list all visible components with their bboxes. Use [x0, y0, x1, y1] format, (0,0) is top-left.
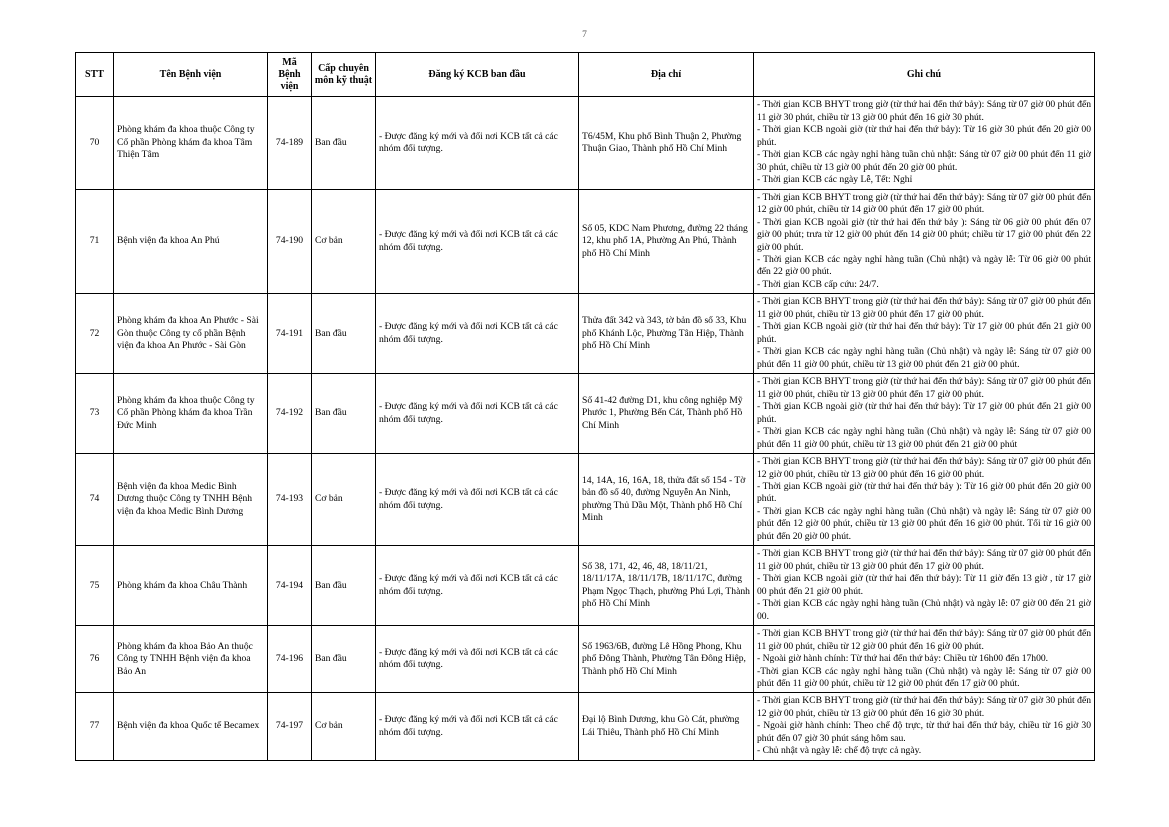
column-header-hospital-code: Mã Bệnh viện — [268, 53, 312, 97]
cell-address: T6/45M, Khu phố Bình Thuận 2, Phường Thuận Giao, Thành phố Hồ Chí Minh — [579, 97, 754, 189]
note-line: - Thời gian KCB BHYT trong giờ (từ thứ hai đến thứ bảy): Sáng từ 07 giờ 00 phút đến 11 giờ 00 phút, chiều từ 13 giờ 00 phút đến 17 giờ 00 phút. — [757, 296, 1091, 320]
note-line: - Thời gian KCB ngoài giờ (từ thứ hai đến thứ bảy ): Từ 16 giờ 00 phút đến 20 giờ 00 phút. — [757, 480, 1091, 505]
cell-stt: 72 — [76, 294, 114, 374]
medical-facility-registration-table — [75, 52, 1095, 761]
table-body — [76, 97, 1095, 760]
table-row — [76, 374, 1095, 454]
note-line: - Thời gian KCB ngoài giờ (từ thứ hai đến thứ bảy ): Sáng từ 06 giờ 00 phút đến 07 giờ 00 phút; trưa từ 12 giờ 00 phút đến 14 giờ 00 phút; chiều từ 17 giờ 00 phút đến 22 giờ 00 phút. — [757, 216, 1091, 253]
cell-hospital-code: 74-197 — [268, 693, 312, 760]
cell-stt: 71 — [76, 189, 114, 294]
cell-hospital-code: 74-192 — [268, 374, 312, 454]
note-line: - Thời gian KCB ngoài giờ (từ thứ hai đến thứ bảy): Từ 16 giờ 30 phút đến 20 giờ 00 phút. — [757, 124, 1091, 148]
table-row — [76, 546, 1095, 626]
cell-note — [754, 626, 1095, 693]
note-line: - Thời gian KCB BHYT trong giờ (từ thứ hai đến thứ bảy): Sáng từ 07 giờ 00 phút đến 11 giờ 00 phút, chiều từ 12 giờ 00 phút đến 16 giờ 00 phút. — [757, 628, 1091, 652]
table-row — [76, 693, 1095, 760]
cell-note — [754, 693, 1095, 760]
cell-registration: - Được đăng ký mới và đổi nơi KCB tất cả các nhóm đối tượng. — [376, 374, 579, 454]
cell-hospital-name: Bệnh viện đa khoa Quốc tế Becamex — [114, 693, 268, 760]
note-line: - Thời gian KCB ngoài giờ (từ thứ hai đến thứ bảy): Từ 11 giờ đến 13 giờ , từ 17 giờ 00 phút đến 21 giờ 00 phút. — [757, 573, 1091, 597]
cell-hospital-code: 74-194 — [268, 546, 312, 626]
cell-address: Số 41-42 đường D1, khu công nghiệp Mỹ Phước 1, Phường Bến Cát, Thành phố Hồ Chí Minh — [579, 374, 754, 454]
cell-registration: - Được đăng ký mới và đổi nơi KCB tất cả các nhóm đối tượng. — [376, 546, 579, 626]
cell-hospital-name: Phòng khám đa khoa Châu Thành — [114, 546, 268, 626]
note-line: - Thời gian KCB ngoài giờ (từ thứ hai đến thứ bảy): Từ 17 giờ 00 phút đến 21 giờ 00 phút. — [757, 401, 1091, 425]
cell-note — [754, 546, 1095, 626]
note-line: - Thời gian KCB các ngày Lễ, Tết: Nghỉ — [757, 174, 913, 186]
cell-hospital-name: Phòng khám đa khoa An Phước - Sài Gòn thuộc Công ty cổ phần Bệnh viện đa khoa An Phước - Sài Gòn — [114, 294, 268, 374]
cell-note — [754, 374, 1095, 454]
cell-hospital-name: Bệnh viện đa khoa An Phú — [114, 189, 268, 294]
note-line: - Thời gian KCB các ngày nghỉ hàng tuần chủ nhật: Sáng từ 07 giờ 00 phút đến 11 giờ 30 phút, chiều từ 13 giờ 00 phút đến 20 giờ 00 phút. — [757, 149, 1091, 173]
note-line: - Thời gian KCB các ngày nghỉ hàng tuần (Chủ nhật) và ngày lễ: 07 giờ 00 đến 21 giờ 00. — [757, 598, 1091, 622]
page-number: 7 — [582, 30, 587, 40]
cell-hospital-code: 74-193 — [268, 454, 312, 546]
cell-address: Số 38, 171, 42, 46, 48, 18/11/21, 18/11/17A, 18/11/17B, 18/11/17C, đường Phạm Ngọc Thạch, phường Phú Lợi, Thành phố Hồ Chí Minh — [579, 546, 754, 626]
cell-hospital-name: Phòng khám đa khoa thuộc Công ty Cổ phần Phòng khám đa khoa Tâm Thiện Tâm — [114, 97, 268, 189]
note-line: - Thời gian KCB BHYT trong giờ (từ thứ hai đến thứ bảy): Sáng từ 07 giờ 00 phút đến 11 giờ 00 phút, chiều từ 13 giờ 00 phút đến 17 giờ 00 phút. — [757, 548, 1091, 572]
registration-table-container — [75, 52, 1094, 761]
column-header-hospital-name: Tên Bệnh viện — [114, 53, 268, 97]
column-header-initial-registration: Đăng ký KCB ban đầu — [376, 53, 579, 97]
cell-registration: - Được đăng ký mới và đổi nơi KCB tất cả các nhóm đối tượng. — [376, 454, 579, 546]
column-header-address: Địa chỉ — [579, 53, 754, 97]
cell-note — [754, 294, 1095, 374]
cell-stt: 75 — [76, 546, 114, 626]
note-line: - Thời gian KCB các ngày nghỉ hàng tuần (Chủ nhật) và ngày lễ: Sáng từ 07 giờ 00 phút đến 11 giờ 00 phút, chiều từ 13 giờ 00 phút đến 21 giờ 00 phút. — [757, 346, 1091, 370]
note-line: - Thời gian KCB BHYT trong giờ (từ thứ hai đến thứ bảy): Sáng từ 07 giờ 00 phút đến 11 giờ 30 phút, chiều từ 13 giờ 00 phút đến 16 giờ 30 phút. — [757, 99, 1091, 123]
note-line: - Thời gian KCB ngoài giờ (từ thứ hai đến thứ bảy): Từ 17 giờ 00 phút đến 21 giờ 00 phút. — [757, 321, 1091, 345]
column-header-technical-level: Cấp chuyên môn kỹ thuật — [312, 53, 376, 97]
cell-technical-level: Ban đầu — [312, 374, 376, 454]
cell-address: Thửa đất 342 và 343, tờ bản đồ số 33, Khu phố Khánh Lộc, Phường Tân Hiệp, Thành phố Hồ Chí Minh — [579, 294, 754, 374]
table-row — [76, 189, 1095, 294]
table-row — [76, 626, 1095, 693]
cell-registration: - Được đăng ký mới và đổi nơi KCB tất cả các nhóm đối tượng. — [376, 294, 579, 374]
cell-note — [754, 454, 1095, 546]
column-header-stt: STT — [76, 53, 114, 97]
note-line: - Thời gian KCB các ngày nghỉ hàng tuần (Chủ nhật) và ngày lễ: Sáng từ 07 giờ 00 phút đến 12 giờ 00 phút, chiều từ 13 giờ 00 phút đến 16 giờ 00 phút. Tối từ 16 giờ 00 phút đến 20 giờ 00 phút. — [757, 505, 1091, 542]
cell-hospital-name: Bệnh viện đa khoa Medic Bình Dương thuộc Công ty TNHH Bệnh viện đa khoa Medic Bình Dương — [114, 454, 268, 546]
table-header — [76, 53, 1095, 97]
note-line: - Thời gian KCB BHYT trong giờ (từ thứ hai đến thứ bảy): Sáng từ 07 giờ 30 phút đến 12 giờ 00 phút, chiều từ 13 giờ 00 phút đến 16 giờ 30 phút. — [757, 695, 1091, 719]
cell-stt: 77 — [76, 693, 114, 760]
cell-stt: 74 — [76, 454, 114, 546]
cell-technical-level: Ban đầu — [312, 626, 376, 693]
cell-hospital-name: Phòng khám đa khoa thuộc Công ty Cổ phần Phòng khám đa khoa Trần Đức Minh — [114, 374, 268, 454]
cell-registration: - Được đăng ký mới và đổi nơi KCB tất cả các nhóm đối tượng. — [376, 97, 579, 189]
cell-stt: 73 — [76, 374, 114, 454]
column-header-note: Ghi chú — [754, 53, 1095, 97]
cell-technical-level: Cơ bản — [312, 454, 376, 546]
note-line: - Ngoài giờ hành chính: Từ thứ hai đến thứ bảy: Chiều từ 16h00 đến 17h00. — [757, 653, 1049, 665]
cell-address: Đại lộ Bình Dương, khu Gò Cát, phường Lái Thiêu, Thành phố Hồ Chí Minh — [579, 693, 754, 760]
cell-hospital-code: 74-191 — [268, 294, 312, 374]
cell-address: Số 1963/6B, đường Lê Hồng Phong, Khu phố Đông Thành, Phường Tân Đông Hiệp, Thành phố Hồ Chí Minh — [579, 626, 754, 693]
note-line: - Thời gian KCB BHYT trong giờ (từ thứ hai đến thứ bảy): Sáng từ 07 giờ 00 phút đến 12 giờ 00 phút, chiều từ 13 giờ 00 phút đến 16 giờ 00 phút. — [757, 456, 1091, 480]
header-row — [76, 53, 1095, 97]
note-line: - Thời gian KCB BHYT trong giờ (từ thứ hai đến thứ bảy): Sáng từ 07 giờ 00 phút đến 11 giờ 00 phút, chiều từ 13 giờ 00 phút đến 17 giờ 00 phút. — [757, 376, 1091, 400]
cell-address: 14, 14A, 16, 16A, 18, thửa đất số 154 - Tờ bản đồ số 40, đường Nguyễn An Ninh, phường Thủ Dầu Một, Thành phố Hồ Chí Minh — [579, 454, 754, 546]
cell-registration: - Được đăng ký mới và đổi nơi KCB tất cả các nhóm đối tượng. — [376, 189, 579, 294]
note-line: - Thời gian KCB các ngày nghỉ hàng tuần (Chủ nhật) và ngày lễ: Sáng từ 07 giờ 00 phút đến 11 giờ 00 phút, chiều từ 13 giờ 00 phút đến 21 giờ 00 phút — [757, 426, 1091, 450]
cell-hospital-code: 74-196 — [268, 626, 312, 693]
cell-technical-level: Ban đầu — [312, 546, 376, 626]
note-line: - Ngoài giờ hành chính: Theo chế độ trực, từ thứ hai đến thứ bảy, chiều từ 16 giờ 30 phút đến 07 giờ 30 phút sáng hôm sau. — [757, 720, 1091, 744]
cell-technical-level: Cơ bản — [312, 189, 376, 294]
cell-hospital-name: Phòng khám đa khoa Bảo An thuộc Công ty TNHH Bệnh viện đa khoa Bảo An — [114, 626, 268, 693]
cell-technical-level: Cơ bản — [312, 693, 376, 760]
cell-hospital-code: 74-189 — [268, 97, 312, 189]
cell-note — [754, 97, 1095, 189]
cell-technical-level: Ban đầu — [312, 294, 376, 374]
table-row — [76, 454, 1095, 546]
note-line: -Thời gian KCB các ngày nghỉ hàng tuần (Chủ nhật) và ngày lễ: Sáng từ 07 giờ 00 phút đến 11 giờ 00 phút, chiều từ 12 giờ 00 phút đến 17 giờ 00 phút. — [757, 665, 1091, 690]
note-line: - Thời gian KCB cấp cứu: 24/7. — [757, 278, 879, 290]
cell-registration: - Được đăng ký mới và đổi nơi KCB tất cả các nhóm đối tượng. — [376, 693, 579, 760]
note-line: - Chủ nhật và ngày lễ: chế độ trực cả ngày. — [757, 745, 922, 757]
note-line: - Thời gian KCB BHYT trong giờ (từ thứ hai đến thứ bảy): Sáng từ 07 giờ 00 phút đến 12 giờ 00 phút, chiều từ 14 giờ 00 phút đến 17 giờ 00 phút. — [757, 191, 1091, 216]
cell-stt: 70 — [76, 97, 114, 189]
cell-registration: - Được đăng ký mới và đổi nơi KCB tất cả các nhóm đối tượng. — [376, 626, 579, 693]
table-row — [76, 294, 1095, 374]
table-row — [76, 97, 1095, 189]
cell-note — [754, 189, 1095, 294]
cell-hospital-code: 74-190 — [268, 189, 312, 294]
cell-address: Số 05, KDC Nam Phương, đường 22 tháng 12, khu phố 1A, Phường An Phú, Thành phố Hồ Chí Minh — [579, 189, 754, 294]
cell-technical-level: Ban đầu — [312, 97, 376, 189]
note-line: - Thời gian KCB các ngày nghỉ hàng tuần (Chủ nhật) và ngày lễ: Từ 06 giờ 00 phút đến 22 giờ 00 phút. — [757, 254, 1091, 278]
cell-stt: 76 — [76, 626, 114, 693]
